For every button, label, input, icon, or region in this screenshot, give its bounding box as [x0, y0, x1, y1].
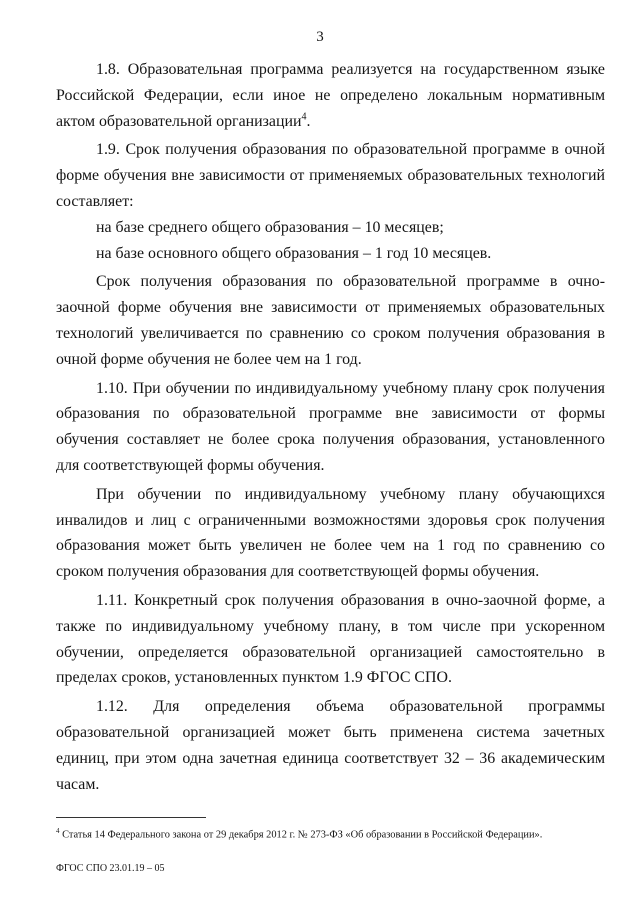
footnote-reference: 4 [301, 111, 307, 123]
line-basic-education: на базе основного общего образования – 1 год 10 месяцев. [96, 244, 492, 262]
footnote [56, 824, 616, 842]
paragraph-1-8 [56, 57, 605, 134]
body-text [56, 57, 605, 797]
page-number: 3 [316, 29, 324, 45]
paragraph-1-11: 1.11. Конкретный срок получения образования в очно-заочной форме, а также по индивидуальному учебному плану, в том числе при ускоренном обучении, определяется образовательной организацией самостоятельно в пределах сроков, установленных пунктом 1.9 ФГОС СПО. [56, 591, 605, 687]
document-code: ФГОС СПО 23.01.19 – 05 [56, 863, 165, 874]
paragraph-1-9: 1.9. Срок получения образования по образовательной программе в очной форме обучения вне зависимости от применяемых образовательных технологий составляет: [56, 141, 605, 210]
footnote-marker: 4 [56, 827, 60, 835]
paragraph-1-8-end: . [306, 112, 311, 130]
paragraph-disabled: При обучении по индивидуальному учебному плану обучающихся инвалидов и лиц с ограниченными возможностями здоровья срок получения образования может быть увеличен не более чем на 1 год по сравнению со сроком получения образования для соответствующей формы обучения. [56, 485, 605, 581]
paragraph-1-8-text: 1.8. Образовательная программа реализуется на государственном языке Российской Федерации, если иное не определено локальным нормативным актом образовательной организации [56, 61, 605, 130]
footnote-text: Статья 14 Федерального закона от 29 декабря 2012 г. № 273-ФЗ «Об образовании в Российской Федерации». [59, 829, 543, 841]
paragraph-extramural: Срок получения образования по образовательной программе в очно-заочной форме обучения вне зависимости от применяемых образовательных технологий увеличивается по сравнению со сроком получения образования в очной форме обучения не более чем на 1 год. [56, 273, 605, 368]
paragraph-1-12: 1.12. Для определения объема образовательной программы образовательной организацией может быть применена система зачетных единиц, при этом одна зачетная единица соответствует 32 – 36 академическим часам. [56, 698, 605, 793]
footnote-divider [56, 817, 206, 818]
line-secondary-education: на базе среднего общего образования – 10 месяцев; [96, 218, 444, 236]
paragraph-1-10: 1.10. При обучении по индивидуальному учебному плану срок получения образования по образовательной программе вне зависимости от формы обучения составляет не более срока получения образования, установленного [56, 379, 605, 449]
paragraph-1-10-end: для соответствующей формы обучения. [56, 456, 325, 474]
